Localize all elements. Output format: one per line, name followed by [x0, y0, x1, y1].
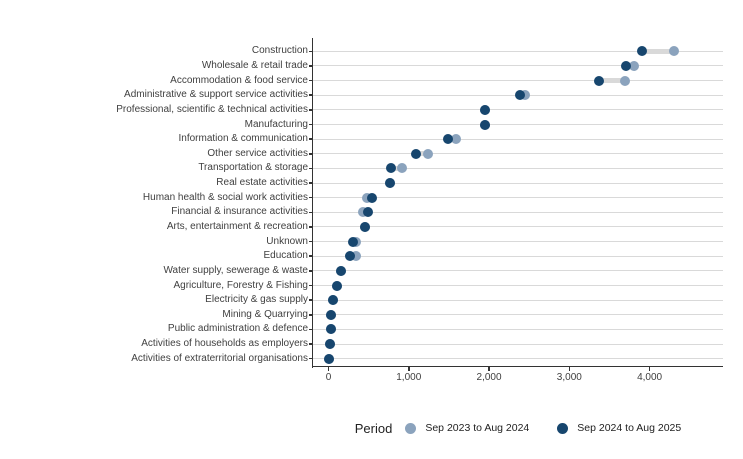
category-label: Arts, entertainment & recreation	[166, 220, 308, 232]
gridline	[313, 300, 723, 301]
dot-sep2024-aug2025	[621, 61, 631, 71]
x-tick-label: 2,000	[476, 372, 502, 383]
legend-item-sep2024-aug2025	[557, 422, 681, 434]
dot-sep2024-aug2025	[386, 163, 396, 173]
legend	[313, 417, 723, 439]
dot-sep2024-aug2025	[326, 324, 336, 334]
gridline	[313, 256, 723, 257]
dot-sep2024-aug2025	[637, 46, 647, 56]
dot-sep2023-aug2024	[620, 76, 630, 86]
dot-sep2023-aug2024	[629, 61, 639, 71]
gridline	[313, 139, 723, 140]
x-tick	[649, 367, 651, 371]
gridline	[313, 80, 723, 81]
dot-sep2024-aug2025	[363, 207, 373, 217]
category-label: Manufacturing	[244, 118, 308, 130]
dot-sep2024-aug2025	[360, 222, 370, 232]
category-label: Accommodation & food service	[170, 74, 308, 86]
gridline	[313, 344, 723, 345]
gridline	[313, 109, 723, 110]
gridline	[313, 212, 723, 213]
gridline	[313, 65, 723, 66]
category-label: Electricity & gas supply	[205, 294, 308, 306]
category-label: Water supply, sewerage & waste	[163, 264, 308, 276]
gridline	[313, 168, 723, 169]
x-tick	[488, 367, 490, 371]
category-label: Education	[263, 250, 308, 262]
x-tick	[569, 367, 571, 371]
dot-sep2024-aug2025	[326, 310, 336, 320]
dot-sep2024-aug2025	[594, 76, 604, 86]
dot-sep2023-aug2024	[397, 163, 407, 173]
x-tick	[408, 367, 410, 371]
x-tick-label: 1,000	[396, 372, 422, 383]
dot-sep2023-aug2024	[423, 149, 433, 159]
gridline	[313, 124, 723, 125]
gridline	[313, 153, 723, 154]
x-tick-label: 4,000	[637, 372, 663, 383]
gridline	[313, 329, 723, 330]
category-label: Information & communication	[178, 133, 308, 145]
x-tick-label: 0	[325, 372, 332, 383]
dot-sep2024-aug2025	[324, 354, 334, 364]
dot-sep2024-aug2025	[328, 295, 338, 305]
category-label: Human health & social work activities	[142, 191, 308, 203]
category-label: Financial & insurance activities	[171, 206, 308, 218]
legend-dot-dark-icon	[557, 423, 568, 434]
dot-sep2024-aug2025	[480, 120, 490, 130]
category-label: Unknown	[266, 235, 308, 247]
category-label: Transportation & storage	[198, 162, 308, 174]
category-label: Activities of extraterritorial organisations	[131, 352, 308, 364]
gridline	[313, 270, 723, 271]
dot-sep2024-aug2025	[348, 237, 358, 247]
y-axis-line	[312, 38, 314, 368]
category-label: Real estate activities	[216, 177, 308, 189]
dot-sep2024-aug2025	[336, 266, 346, 276]
x-axis-line	[312, 366, 724, 368]
dot-sep2023-aug2024	[669, 46, 679, 56]
category-label: Construction	[251, 45, 308, 57]
category-label: Professional, scientific & technical activities	[116, 103, 308, 115]
legend-title: Period	[354, 420, 393, 436]
category-label: Activities of households as employers	[141, 338, 308, 350]
gridline	[313, 226, 723, 227]
category-label: Mining & Quarrying	[222, 308, 308, 320]
legend-dot-light-icon	[405, 423, 416, 434]
category-label: Administrative & support service activities	[124, 89, 308, 101]
dot-sep2024-aug2025	[367, 193, 377, 203]
gridline	[313, 314, 723, 315]
x-tick-label: 3,000	[556, 372, 582, 383]
legend-label-sep2024-aug2025: Sep 2024 to Aug 2025	[577, 422, 682, 434]
dot-sep2024-aug2025	[325, 339, 335, 349]
category-label: Other service activities	[207, 147, 308, 159]
category-label: Agriculture, Forestry & Fishing	[173, 279, 308, 291]
x-tick	[328, 367, 330, 371]
dot-sep2024-aug2025	[411, 149, 421, 159]
legend-label-sep2023-aug2024: Sep 2023 to Aug 2024	[425, 422, 530, 434]
category-label: Public administration & defence	[167, 323, 308, 335]
gridline	[313, 358, 723, 359]
gridline	[313, 241, 723, 242]
gridline	[313, 183, 723, 184]
legend-item-sep2023-aug2024	[405, 422, 529, 434]
dot-sep2024-aug2025	[332, 281, 342, 291]
dot-sep2024-aug2025	[480, 105, 490, 115]
dot-sep2024-aug2025	[385, 178, 395, 188]
category-label: Wholesale & retail trade	[201, 59, 308, 71]
gridline	[313, 285, 723, 286]
